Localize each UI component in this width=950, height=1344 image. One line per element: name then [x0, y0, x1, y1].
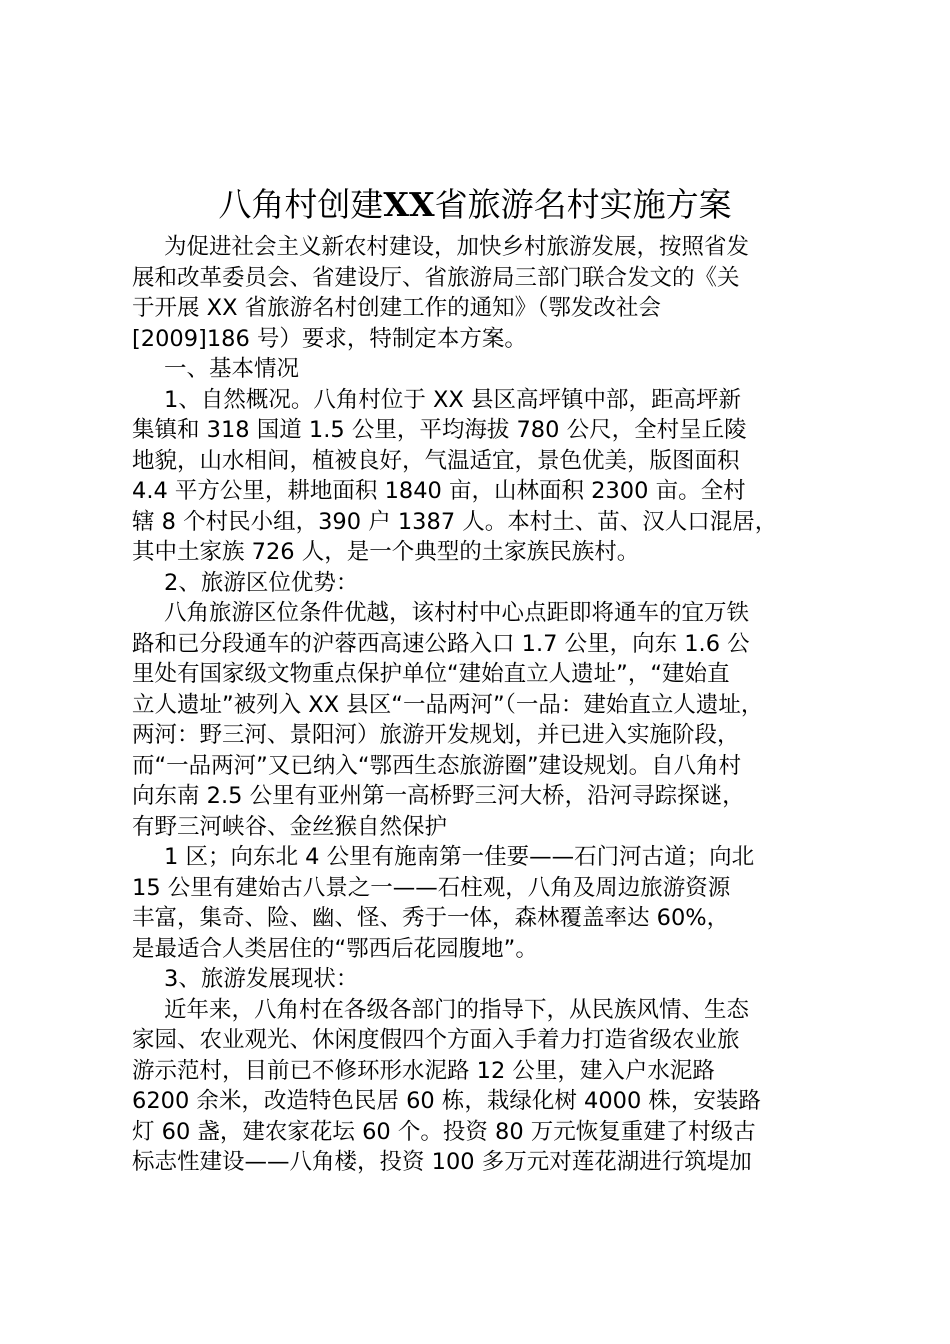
- paragraph-line: 两河：野三河、景阳河）旅游开发规划，并已进入实施阶段，: [132, 722, 740, 748]
- title-prefix: 八角村创建: [218, 185, 384, 224]
- paragraph-line: 于开展 XX 省旅游名村创建工作的通知》（鄂发改社会: [132, 295, 661, 321]
- paragraph-line: 6200 余米，改造特色民居 60 栋，栽绿化树 4000 株，安装路: [132, 1088, 761, 1114]
- paragraph-line: 有野三河峡谷、金丝猴自然保护: [132, 813, 448, 840]
- paragraph-line: 丰富，集奇、险、幽、怪、秀于一体，森林覆盖率达 60%，: [132, 905, 730, 931]
- paragraph-line: 里处有国家级文物重点保护单位“建始直立人遗址”，“建始直: [132, 661, 730, 687]
- paragraph-line: 向东南 2.5 公里有亚州第一高桥野三河大桥，沿河寻踪探谜，: [132, 783, 745, 809]
- paragraph-line: 4.4 平方公里，耕地面积 1840 亩，山林面积 2300 亩。全村: [132, 478, 746, 504]
- paragraph-line: 15 公里有建始古八景之一——石柱观，八角及周边旅游资源: [132, 874, 731, 901]
- paragraph-line: 展和改革委员会、省建设厅、省旅游局三部门联合发文的《关: [132, 264, 740, 291]
- paragraph-line: 1、自然概况。八角村位于 XX 县区高坪镇中部，距高坪新: [164, 386, 741, 413]
- title-xx: XX: [383, 185, 435, 224]
- paragraph-line: 八角旅游区位条件优越，该村村中心点距即将通车的宜万铁: [164, 600, 750, 626]
- paragraph-line: 游示范村，目前已不修环形水泥路 12 公里，建入户水泥路: [132, 1057, 715, 1084]
- paragraph-line: 1 区；向东北 4 公里有施南第一佳要——石门河古道；向北: [164, 844, 755, 870]
- paragraph-line: 立人遗址”被列入 XX 县区“一品两河”（一品：建始直立人遗址，: [132, 691, 764, 718]
- paragraph-line: 集镇和 318 国道 1.5 公里，平均海拔 780 公尺，全村呈丘陵: [132, 417, 747, 443]
- paragraph-line: 标志性建设——八角楼，投资 100 多万元对莲花湖进行筑堤加: [132, 1149, 752, 1175]
- paragraph-line: 家园、农业观光、休闲度假四个方面入手着力打造省级农业旅: [132, 1027, 740, 1053]
- paragraph-line: 灯 60 盏，建农家花坛 60 个。投资 80 万元恢复重建了村级古: [132, 1118, 756, 1145]
- paragraph-line: 辖 8 个村民小组，390 户 1387 人。本村土、苗、汉人口混居，: [132, 508, 778, 535]
- title-suffix: 省旅游名村实施方案: [434, 185, 732, 224]
- paragraph-line: [2009]186 号）要求，特制定本方案。: [132, 325, 527, 352]
- paragraph-line: 近年来，八角村在各级各部门的指导下，从民族风情、生态: [164, 996, 750, 1023]
- paragraph-line: 是最适合人类居住的“鄂西后花园腹地”。: [132, 935, 538, 962]
- subsection-heading: 2、旅游区位优势：: [164, 569, 359, 596]
- paragraph-line: 路和已分段通车的沪蓉西高速公路入口 1.7 公里，向东 1.6 公: [132, 630, 750, 657]
- document-body: [132, 232, 832, 1178]
- paragraph-line: 为促进社会主义新农村建设，加快乡村旅游发展，按照省发: [164, 234, 750, 260]
- section-heading: 一、基本情况: [164, 356, 300, 382]
- document-title: [0, 180, 950, 230]
- subsection-heading: 3、旅游发展现状：: [164, 966, 359, 992]
- paragraph-line: 地貌，山水相间，植被良好，气温适宜，景色优美，版图面积: [132, 447, 740, 474]
- paragraph-line: 其中土家族 726 人，是一个典型的土家族民族村。: [132, 539, 640, 565]
- paragraph-line: 而“一品两河”又已纳入“鄂西生态旅游圈”建设规划。自八角村: [132, 752, 742, 779]
